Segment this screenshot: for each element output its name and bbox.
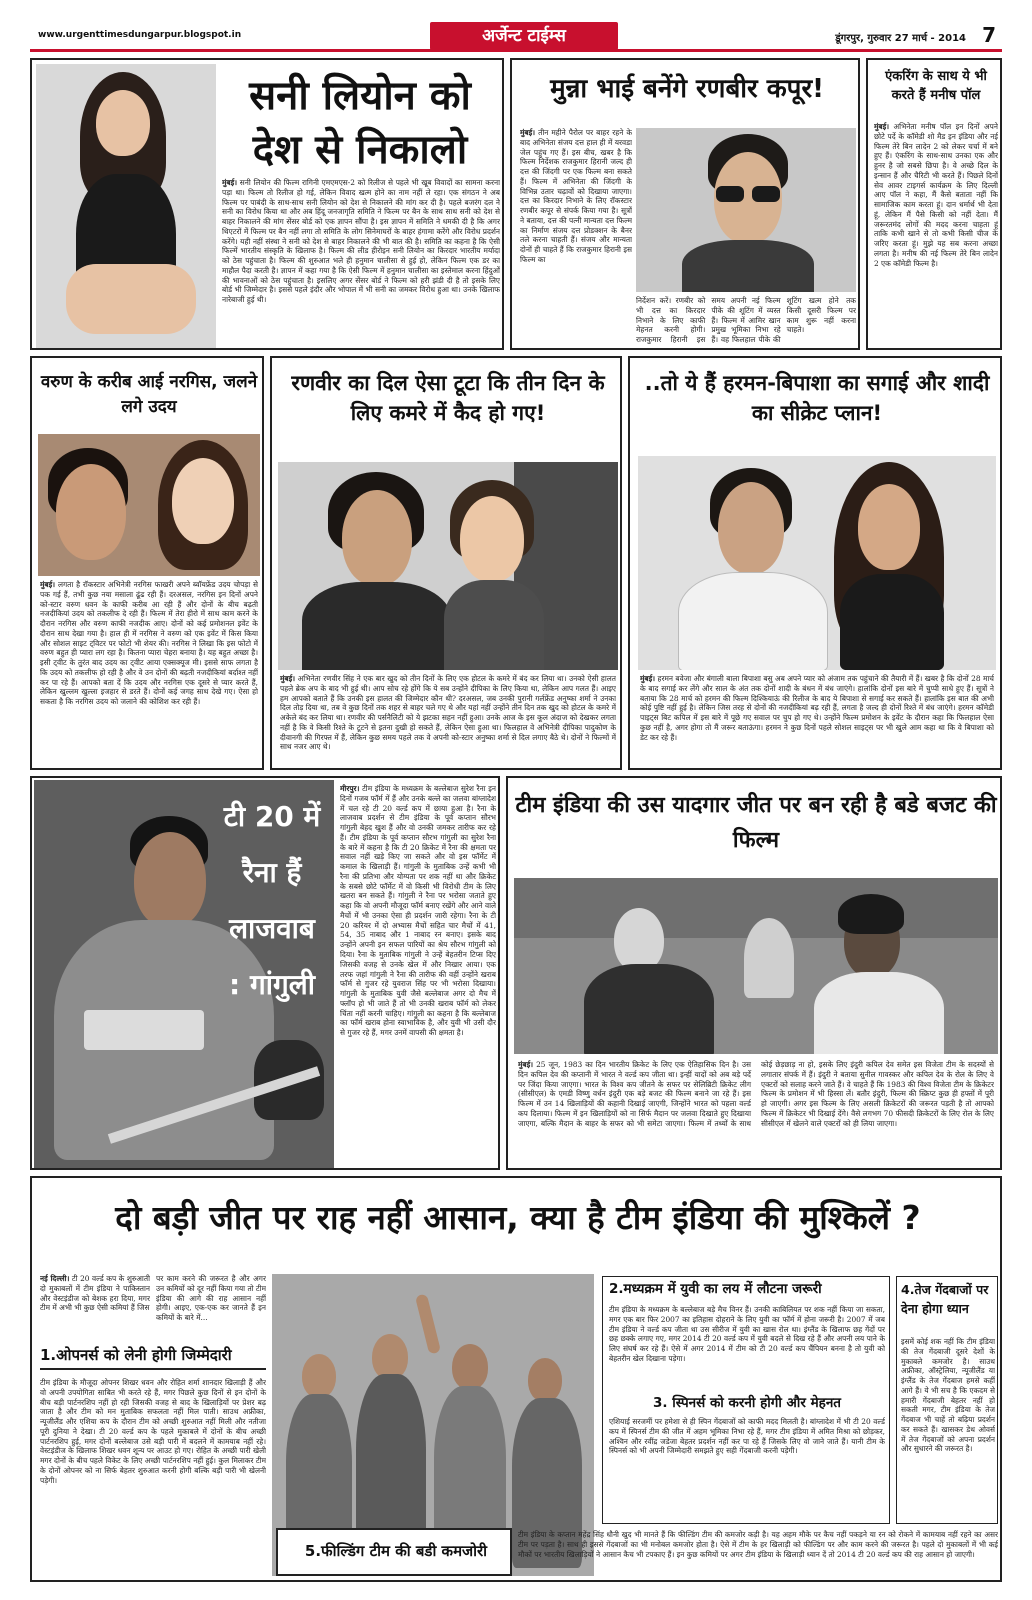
page-number: 7	[982, 23, 996, 47]
raina-headline-3: लाजवाब	[229, 912, 315, 945]
masthead	[30, 20, 1002, 52]
film-text: 25 जून, 1983 का दिन भारतीय क्रिकेट के लिए एक ऐतिहासिक दिन है। उस दिन कपिल देव की कप्तानी में भारत ने वर्ल्ड कप जीता था। इन्हीं यादों को अब बड़े पर्दे पर जिंदा किया जाएगा। भारत के विश्व कप जीतने के सफर पर सेलिब्रिटी क्रिकेट लीग (सीसीएल) के एमडी विष्णु वर्धन इंदुरी एक बड़े बजट की फिल्म बनाने जा रहे हैं। इस फिल्म में उन 14 खिलाड़ियों की कहानी दिखाई जाएगी, जिन्होंने भारत को पहला वर्ल्ड कप दिलाया। फिल्म में इन खिलाड़ियों को ना सिर्फ मैदान पर जलवा दिखाते हुए दिखाया जाएगा, बल्कि मैदान के बाहर के सफर को भी समेटा जाएगा। फिल्म में तथ्यों के साथ कोई छेड़छाड़ ना हो, इसके लिए इंदुरी कपिल देव समेत इस विजेता टीम के सदस्यों से लगातार संपर्क में हैं। इंदुरी ने बताया सुनील गावस्कर और कपिल देव के रोल के लिए वे एक्टरों को सलाह करने जाते हैं। वे चाहते हैं कि 1983 की विश्व विजेता टीम के क्रिकेटर फिल्म के प्रमोशन में भी हिस्सा लें। बतौर इंदुरी, फिल्म की स्क्रिप्ट कुछ ही हफ्तों में पूरी हो जाएगी। अगर इस फिल्म के लिए असली क्रिकेटरों की जरूरत पड़ती है तो आपको फिल्म में क्रिकेटर भी दिखाई देंगे। वैसे लगभग 70 फीसदी क्रिकेटरों के लिए रोल के लिए सीसीएल में खेलने वाले एक्टरों को ही लिया जाएगा।	[518, 1060, 994, 1128]
sunny-leone-photo	[36, 64, 216, 348]
manish-body	[874, 122, 998, 346]
article-team-india	[30, 1176, 1002, 1582]
ranbir-kapoor-photo	[636, 128, 856, 292]
manish-text: अभिनेता मनीष पॉल इन दिनों अपने छोटे पर्दे के कॉमेडी शो मैड इन इंडिया और नई फिल्म तेरे बिन लादेन 2 को लेकर चर्चा में बने हुए हैं। एंकरिंग के साथ-साथ उनका एक और हुनर है जो सबसे छिपा है। वे अच्छे दिल के इन्सान हैं और चैरिटी भी करते हैं। पिछले दिनों सेव आवर टाइगर्स कार्यक्रम के लिए दिल्ली आए पॉल ने कहा, मैं कैसे बताता नहीं कि सामाजिक काम करता हूं। दान धर्मार्थ भी देता हूं, लेकिन मैं पैसे किसी को नहीं देता। मैं जरूरतमंद लोगों की मदद करना चाहता हूं ताकि कभी खाने से तो कभी किसी चीज के जरिए करता हूं। मुझे यह सब करना अच्छा लगता है। मनीष की नई फिल्म तेरे बिन लादेन 2 एक कॉमेडी फिल्म है।	[874, 122, 998, 268]
ranbir-dateline: मुंबई।	[520, 128, 536, 137]
sec5-title: 5.फील्डिंग टीम की बडी कमजोरी	[304, 1542, 488, 1560]
sunny-text: सनी लियोन की फिल्म रागिनी एमएमएस-2 को रिलीज से पहले भी खूब विवादों का सामना करना पड़ा था। फिल्म तो रिलीज हो गई, लेकिन विवाद खत्म होने का नाम नहीं ले रहा। एक संगठन ने अब फिल्म पर पाबंदी के साथ-साथ सनी लियोन को देश से निकालने की मांग कर दी है। पहले बजरंग दल ने सनी का विरोध किया था और अब हिंदू जनजागृति समिति ने फिल्म पर बैन के साथ साथ सनी को देश से बाहर निकालने की मांग सेंसर बोर्ड को एक ज्ञापन सौंपा है। इस ज्ञापन में समिति ने धमकी दी है कि अगर थिएटरों में फिल्म पर बैन नहीं लगा तो समिति के लोग सिनेमाघरों के बाहर हंगामा करेंगे और विरोध प्रदर्शन करेंगे। यही नहीं संस्था ने सनी को देश से बाहर निकालने की भी बात की है। समिति का कहना है कि ऐसी फिल्में भारतीय संस्कृति के खिलाफ है। फिल्म की लीड हीरोइन सनी लियोन का किरदार भारतीय मर्यादा को ठेस पहुंचाता है। फिल्म की शुरुआत भले ही हनुमान चालीसा से हुई हो, लेकिन फिल्म एक डर का माहौल पैदा करती है। ज्ञापन में कहा गया है कि ऐसी फिल्म में हनुमान चालीसा का इस्तेमाल करना हिंदुओं की भावनाओं को ठेस पहुंचाता है। इसलिए अगर सेंसर बोर्ड ने फिल्म को हरी झंडी दी है तो इसके लिए बोर्ड भी जिम्मेदार है। इससे पहले इंदौर और भोपाल में भी सनी का जमकर विरोध हुआ था। उनके खिलाफ नारेबाजी हुई थी।	[222, 178, 500, 305]
varun-nargis-photo	[38, 434, 260, 576]
ranveer-body	[280, 674, 616, 766]
raina-headline-2: रैना हैं	[242, 856, 302, 889]
article-harman-bipasha	[628, 356, 1002, 770]
ranbir-body-left	[520, 128, 632, 348]
masthead-date: डूंगरपुर, गुरुवार 27 मार्च - 2014	[835, 33, 966, 44]
sec4-box	[896, 1276, 998, 1524]
article-varun-nargis	[30, 356, 264, 770]
raina-dateline: मीरपुर।	[340, 784, 360, 793]
article-manish-paul	[866, 58, 1002, 350]
article-ranveer-anushka	[270, 356, 622, 770]
harman-text: हरमन बवेजा और बंगाली बाला बिपाशा बसु अब अपने प्यार को अंजाम तक पहुंचाने की तैयारी में हैं। खबर है कि दोनों 28 मार्च के बाद सगाई कर लेंगे और साल के अंत तक दोनों शादी के बंधन में बंध जाएंगे। हालांकि दोनों इस बारे में चुप्पी साधे हुए हैं। सूत्रों ने बताया कि 28 मार्च को हरमन की फिल्म दिश्कियाऊं की रिलीज के बाद ये बिपाशा से सगाई कर सकते हैं। हालांकि इस बात की अभी कोई पुष्टि नहीं हुई है। लेकिन जिस तरह से दोनों की नजदीकियां बढ़ रही हैं, लगता है जल्द ही दोनों रिश्ते में बंध जाएंगे। हरमन कॉमेडी पाइट्स बिट कपिल में इस बारे में पूछे गए सवाल पर चुप हो गए थे। उन्होंने फिल्म प्रमोशन के इवेंट के दौरान कहा कि फिलहाल ऐसा कुछ नहीं है, अगर होगा तो मैं जरूर बताऊंगा। हरमन ने कुछ दिनों पहले सोशल साइट्स पर भी खुले आम कहा था कि वे बिपाशा को डेट कर रहे हैं।	[640, 674, 994, 742]
ranveer-headline: रणवीर का दिल ऐसा टूटा कि तीन दिन के लिए कमरे में कैद हो गए!	[291, 371, 605, 426]
sunny-dateline: मुंबई।	[222, 178, 238, 187]
sec3-body: एशियाई सरजमीं पर हमेशा से ही स्पिन गेंदबाजों को काफी मदद मिलती है। बांग्लादेश में भी टी 20 वर्ल्ड कप में स्पिनर्स टीम की जीत में अहम भूमिका निभा रहे हैं, मगर टीम इंडिया में अमित मिश्रा को छोड़कर, अश्विन और रवींद्र जडेजा बेहतर प्रदर्शन नहीं कर पा रहे हैं जिसके लिए वो जाने जाते हैं। यानी टीम के स्पिनर्स को भी अपनी जिम्मेदारी समझते हुए सही गेंदबाजी करनी पड़ेगी।	[609, 1417, 885, 1456]
sunny-headline-1: सनी लियोन को	[249, 73, 471, 119]
team-intro-left-text: टी 20 वर्ल्ड कप के शुरुआती दो मुकाबलों में टीम इंडिया ने पाकिस्तान और वेस्टइंडीज को बेशक हरा दिया, मगर टीम में अभी भी कुछ ऐसी कमियां हैं जिस	[40, 1274, 150, 1313]
harman-dateline: मुंबई।	[640, 674, 656, 683]
sec1-title: 1.ओपनर्स को लेनी होगी जिम्मेदारी	[40, 1346, 266, 1370]
varun-text: लगता है रॉकस्टार अभिनेत्री नरगिस फाखरी अपने ब्वॉयफ्रेंड उदय चोपड़ा से पक गई हैं, तभी कुछ नया मसाला ढूंढ रही हैं। दरअसल, नरगिस इन दिनों अपने को-स्टार वरुण धवन के काफी करीब आ रही हैं और दोनों के बीच बढ़ती नजदीकियां उदय को तकलीफ दे रही हैं। फिल्म में तेरा हीरो में साथ काम करने के दौरान नरगिस और वरुण काफी नजदीक आए। दोनों को कई प्रमोशनल इवेंट के दौरान साथ देखा गया है। हाल ही में नरगिस ने वरुण को एक इवेंट में किस किया और सोशल साइट ट्विटर पर फोटो भी शेयर की। नरगिस ने लिखा कि इस फोटो में वरुण बहुत ही प्यारा लग रहा है। कितना प्यारा चेहरा बनाया है। यह बहुत अच्छा है। इसी ट्वीट के तुरंत बाद उदय का ट्वीट आया एक्सक्यूज मी। इससे साफ लगता है कि उदय को तकलीफ हो रही है और वे उन दोनों की बढ़ती नजदीकियां बर्दाश्त नहीं कर पा रहे हैं। आपको बता दें कि उदय और नरगिस एक दूसरे से प्यार करते हैं, लेकिन खुल्लम खुल्ला इजहार से डरते हैं। दोनों कई जगह साथ देखे गए। ऐसा हो सकता है कि नरगिस उदय को जलाने की कोशिश कर रही हैं।	[40, 580, 258, 707]
sec2-body: टीम इंडिया के मध्यक्रम के बल्लेबाज बड़े मैच विनर हैं। उनकी काबिलियत पर शक नहीं किया जा सकता, मगर एक बार फिर 2007 का इतिहास दोहराने के लिए युवी का फॉर्म में होना जरूरी है। 2007 में जब टीम इंडिया ने वर्ल्ड कप जीता था उस सीरीज में युवी का खास रोल था। इंग्लैंड के खिलाफ छह गेंदों पर छह छक्के लगाए गए, मगर 2014 टी 20 वर्ल्ड कप में युवी बदले से दिख रहे हैं और अपनी लय पाने के लिए संघर्ष कर रहे हैं। ऐसे में अगर 2014 में टीम को टी 20 वर्ल्ड कप चैंपियन बनना है तो युवी को बेहतरीन खेल दिखाना पड़ेगा।	[609, 1305, 885, 1363]
varun-dateline: मुंबई।	[40, 580, 56, 589]
manish-dateline: मुंबई।	[874, 122, 890, 131]
sec4-body: इसमें कोई शक नहीं कि टीम इंडिया की तेज गेंदबाजी दूसरे देशों के मुकाबले कमजोर है। साउथ अफ्रीका, ऑस्ट्रेलिया, न्यूजीलैंड या इंग्लैंड के तेज गेंदबाज हमसे कहीं आगे हैं। ये भी सच है कि एकदम से हमारी गेंदबाजी बेहतर नहीं हो सकती मगर, टीम इंडिया के तेज गेंदबाज भी चाहें तो बढ़िया प्रदर्शन कर सकते हैं। खासकर डेथ ओवर्स में तेज गेंदबाजों को अपना प्रदर्शन और सुधारने की जरूरत है।	[901, 1337, 995, 1454]
article-sunny-leone	[30, 58, 504, 350]
world-cup-1983-photo	[514, 878, 998, 1054]
film-body	[518, 1060, 994, 1166]
team-headline: दो बड़ी जीत पर राह नहीं आसान, क्या है टीम इंडिया की मुश्किलें ?	[115, 1198, 921, 1237]
masthead-title: अर्जेन्ट टाईम्स	[430, 22, 618, 50]
harman-headline: ..तो ये हैं हरमन-बिपाशा का सगाई और शादी का सीक्रेट प्लान!	[644, 371, 990, 426]
sec2-title: 2.मध्यक्रम में युवी का लय में लौटना जरूरी	[609, 1281, 822, 1297]
harman-body	[640, 674, 994, 766]
sec1-body: टीम इंडिया के मौजूदा ओपनर शिखर धवन और रोहित शर्मा शानदार खिलाड़ी हैं और वो अपनी उपयोगिता साबित भी करते रहे हैं, मगर पिछले कुछ दिनों से इन दोनों के बीच बड़ी पार्टनरशिप नहीं हो रही जिसकी वजह से बाद के खिलाड़ियों पर प्रेशर बढ़ जाता है और टीम को मन मुताबिक सफलता नहीं मिल पाती। साउथ अफ्रीका, न्यूजीलैंड और एशिया कप के दौरान टीम को अच्छी शुरुआत नहीं मिली और नतीजा पूरी दुनिया ने देखा। टी 20 वर्ल्ड कप के पहले मुकाबले में दोनों के बीच अच्छी पार्टनरशिप हुई, मगर दोनों बल्लेबाज उसे बड़ी पारी में बदलने में कामयाब नहीं रहे। वेस्टइंडीज के खिलाफ शिखर धवन शून्य पर आउट हो गए। रोहित के अच्छी पारी खेली मगर दोनों के बीच पहले विकेट के लिए अच्छी पार्टनरशिप नहीं हुई। कुल मिलाकर टीम के दोनों ओपनर को ना सिर्फ बेहतर शुरुआत करनी होगी बल्कि बड़ी पारी भी खेलनी पड़ेगी।	[40, 1378, 266, 1485]
masthead-url[interactable]: www.urgenttimesdungarpur.blogspot.in	[38, 30, 242, 40]
ranveer-text: अभिनेता रणवीर सिंह ने एक बार खुद को तीन दिनों के लिए एक होटल के कमरे में बंद कर लिया था। उनको ऐसी हालत पहले ब्रेक अप के बाद भी हुई थी। आप सोच रहे होंगे कि ये सब उन्होंने दीपिका के लिए किया था, लेकिन आप गलत हैं। आइए हम आपको बताते हैं कि उनकी इस हालत की जिम्मेदार कौन थी? दरअसल, जब उनकी पुरानी गर्लफ्रेंड अनुष्का शर्मा ने उनका दिल तोड़ दिया था, तब वे कुछ दिनों तक शहर से बाहर चले गए थे और यहां नहीं उन्होंने तीन दिन तक खुद को होटल के कमरे में अकेले बंद कर लिया था। रणवीर की पर्सनैलिटी को ये झटका सहन नहीं हुआ। उनके आज के इस कूल अंदाज को देखकर लगता नहीं है कि वे किसी रिश्ते के टूटने से इतना दुखी हो सकते हैं, लेकिन ऐसा हुआ था। फिलहाल वे अभिनेत्री दीपिका पादुकोण के दीवानगी की गिरफ्त में हैं, लेकिन कुछ समय पहले तक वे अपनी को-स्टार अनुष्का शर्मा से दिल लगाए बैठे थे। दोनों ने फिल्मों में साथ नजर आए थे।	[280, 674, 616, 752]
team-dateline: नई दिल्ली।	[40, 1274, 70, 1283]
raina-body	[340, 784, 496, 1168]
article-film-1983	[506, 776, 1002, 1170]
article-raina	[30, 776, 500, 1170]
sec5-title-box	[276, 1528, 512, 1576]
raina-headline-1: टी 20 में	[223, 800, 321, 833]
raina-text: टीम इंडिया के मध्यक्रम के बल्लेबाज सुरेश रैना इन दिनों गजब फॉर्म में हैं और उनके बल्ले का जलवा बांग्लादेश में चल रहे टी 20 वर्ल्ड कप में छाया हुआ है। रैना के लाजवाब प्रदर्शन से टीम इंडिया के पूर्व कप्तान सौरभ गांगुली बेहद खुश हैं और वो उनकी जमकर तारीफ कर रहे हैं। टीम इंडिया के पूर्व कप्तान सौरभ गांगुली का सुरेश रैना के बारे में कहना है कि टी 20 क्रिकेट में रैना की क्षमता पर सवाल नहीं खड़े किए जा सकते और वो इस फॉर्मेट में कमाल के खिलाड़ी हैं। गांगुली के मुताबिक उन्हें कभी भी रैना की प्रतिभा और योग्यता पर शक नहीं था और क्रिकेट के सबसे छोटे फॉर्मेट में वो किसी भी विरोधी टीम के लिए खतरा बन सकते हैं। गांगुली ने रैना पर भरोसा जताते हुए कहा कि वो अपनी मौजूदा फॉर्म बनाए रखेंगे और आने वाले मैचों में भी उनका ऐसा ही प्रदर्शन जारी रहेगा। रैना के टी 20 करियर में दो अभ्यास मैचों सहित चार मैचों में 41, 54, 35 नाबाद और 1 नाबाद रन बनाए। इसके बाद उन्होंने अपनी इन सफल पारियों का श्रेय सौरभ गांगुली को दिया। रैना के मुताबिक गांगुली ने उन्हें बेहतरीन टिप्स दिए जिसकी वजह से उनके खेल में और निखार आया। एक तरफ जहां गांगुली ने रैना की तारीफ की वहीं उन्होंने खराब फॉर्म से गुजर रहे युवराज सिंह पर भी भरोसा दिखाया। गांगुली के मुताबिक युवी जैसे बल्लेबाज अगर दो मैच में फ्लॉप हो भी जाते हैं तो भी उनकी खराब फॉर्म को लेकर चिंता नहीं करनी चाहिए। गांगुली का कहना है कि बल्लेबाज का फॉर्म खराब होना स्वाभाविक है, और युवी भी उसी दौर से गुजर रहे हैं, मगर उनमें वापसी की क्षमता है।	[340, 784, 496, 1038]
film-dateline: मुंबई।	[518, 1060, 534, 1069]
manish-headline: एंकरिंग के साथ ये भी करते हैं मनीष पॉल	[885, 69, 987, 103]
harman-bipasha-photo	[638, 456, 996, 670]
sec2-box	[602, 1276, 890, 1524]
sec5-body: टीम इंडिया के कप्तान महेंद्र सिंह धौनी खुद भी मानते हैं कि फील्डिंग टीम की कमजोर कड़ी है। यह अहम मौके पर कैच नहीं पकड़ने या रन को रोकने में कामयाब नहीं रहने का असर टीम पर पड़ता है। साथ ही इससे गेंदबाजों का भी मनोबल कमजोर होता है। ऐसे में टीम के हर खिलाड़ी को फील्डिंग पर और काम करने की जरूरत है। पहले दो मुकाबलों में भी कई मौकों पर भारतीय खिलाड़ियों ने आसान कैच भी टपकाए हैं। इन कुछ कमियों पर अगर टीम इंडिया के खिलाड़ी ध्यान दें तो 2014 टी 20 वर्ल्ड कप की राह आसान हो जाएगी।	[518, 1530, 998, 1559]
team-intro-left	[40, 1274, 150, 1336]
article-ranbir-kapoor	[510, 58, 860, 350]
ranbir-body-bottom: निर्देशन करें। रणबीर को भी दत्त का किरदार निभाने के लिए काफी मेहनत करनी होगी। राजकुमार हिरानी इस समय अपनी नई फिल्म पीके की शूटिंग में व्यस्त हैं। फिल्म में आमिर खान प्रमुख भूमिका निभा रहे हैं। वह फिलहाल पीके की शूटिंग खत्म होने तक किसी दूसरी फिल्म पर काम शुरू नहीं करना चाहते।	[636, 296, 856, 345]
varun-headline: वरुण के करीब आई नरगिस, जलने लगे उदय	[40, 372, 258, 417]
raina-headline-4: : गांगुली	[229, 968, 315, 1001]
sunny-body	[222, 178, 500, 346]
ranveer-dateline: मुंबई।	[280, 674, 296, 683]
ranbir-text: तीन महीने पैरोल पर बाहर रहने के बाद अभिनेता संजय दत्त हाल ही में यरवडा जेल पहुंच गए हैं। इस बीच, खबर है कि फिल्म निर्देशक राजकुमार हिरानी जल्द ही दत्त की जिंदगी पर एक फिल्म बना सकते हैं। फिल्म में अभिनेता की जिंदगी के विभिन्न उतार चढ़ावों को दिखाया जाएगा। दत्त का किरदार निभाने के लिए रॉकस्टार रणबीर कपूर से संपर्क किया गया है। सूत्रों ने बताया, दत्त की पत्नी मान्यता दत्त फिल्म का निर्माण संजय दत्त प्रोडक्शन के बैनर तले करना चाहती हैं। संजय और मान्यता दोनों ही चाहते हैं कि राजकुमार हिरानी इस फिल्म का	[520, 128, 632, 264]
varun-body	[40, 580, 258, 766]
film-headline: टीम इंडिया की उस यादगार जीत पर बन रही है बडे बजट की फिल्म	[515, 793, 997, 854]
sec4-title: 4.तेज गेंदबाजों पर देना होगा ध्यान	[901, 1282, 989, 1316]
sec3-title: 3. स्पिनर्स को करनी होगी और मेहनत	[652, 1395, 842, 1411]
ranveer-anushka-photo	[278, 462, 618, 670]
team-intro-right: पर काम करने की जरूरत है और अगर उन कमियों को दूर नहीं किया गया तो टीम इंडिया की आगे की राह आसान नहीं होगी। आइए, एक-एक कर जानते हैं इन कमियों के बारे में...	[156, 1274, 266, 1323]
ranbir-headline: मुन्ना भाई बनेंगे रणबीर कपूर!	[550, 74, 824, 104]
sunny-headline-2: देश से निकालो	[252, 127, 468, 173]
